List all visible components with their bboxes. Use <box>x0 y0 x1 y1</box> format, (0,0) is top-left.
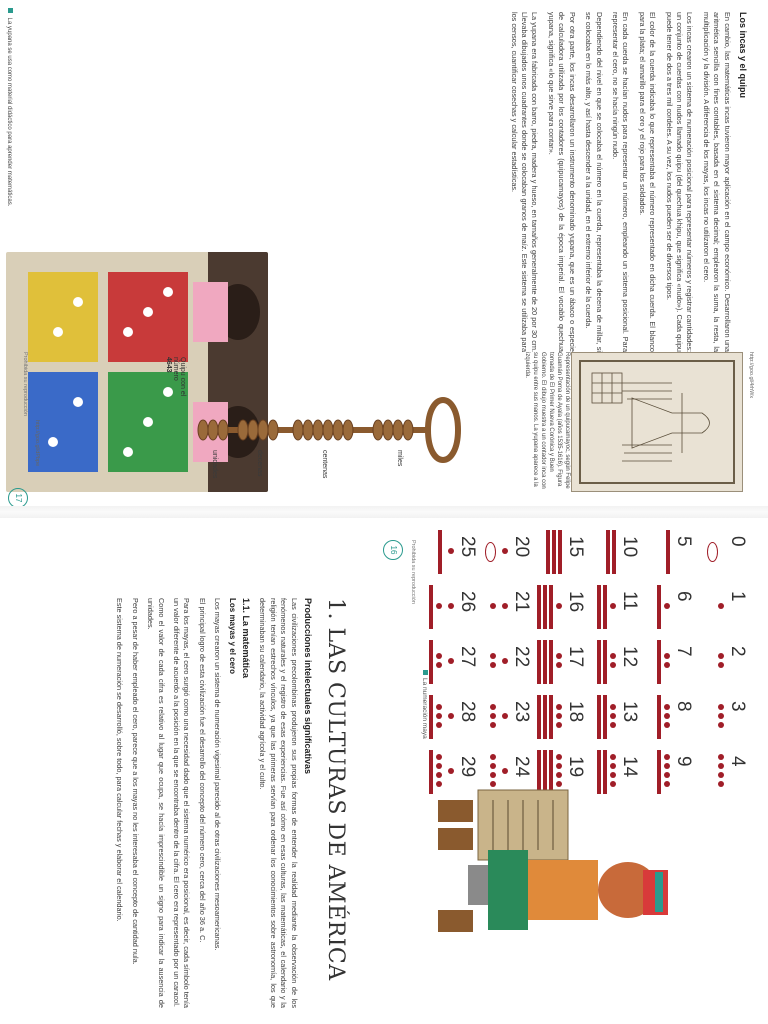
bar-icon <box>604 640 608 684</box>
page-16-number: 16 <box>383 540 403 560</box>
dot-icon <box>664 754 670 760</box>
dot-icon <box>436 653 442 659</box>
numeral-label: 19 <box>565 756 586 778</box>
bar-icon <box>547 530 551 574</box>
maya-numeral-27 <box>424 640 478 688</box>
dot-icon <box>490 704 496 710</box>
numeral-label: 0 <box>727 536 748 547</box>
dot-icon <box>664 653 670 659</box>
dot-icon <box>556 704 562 710</box>
bar-icon <box>430 640 434 684</box>
dot-icon <box>718 781 724 787</box>
bar-icon <box>430 585 434 629</box>
page-17-title: Los incas y el quipu <box>738 12 748 99</box>
dot-icon <box>490 722 496 728</box>
numeral-label: 4 <box>727 756 748 767</box>
page-17-footer: Prohibida su reproducción <box>22 352 28 416</box>
numeral-label: 23 <box>511 701 532 723</box>
maya-numeral-8 <box>640 695 694 743</box>
maya-numeral-4 <box>694 750 748 798</box>
bar-icon <box>604 695 608 739</box>
dot-icon <box>718 763 724 769</box>
dot-icon <box>718 662 724 668</box>
maya-numeral-12 <box>586 640 640 688</box>
page-16-body <box>114 598 313 1008</box>
dot-icon <box>610 722 616 728</box>
dot-icon <box>448 603 454 609</box>
dot-icon <box>556 653 562 659</box>
numeral-label: 29 <box>457 756 478 778</box>
numeral-label: 25 <box>457 536 478 558</box>
bar-icon <box>550 640 554 684</box>
dot-icon <box>502 713 508 719</box>
numeral-label: 1 <box>727 591 748 602</box>
paragraph: En cambio, las matemáticas incas tuvieron mayor aplicación en el campo económico. Desarrollaron una aritmética sencilla con fines contables, basada en el sistema decimal; emplearon la suma, la resta, la multiplicación y la división. A diferencia de los mayas, los incas no utilizaron el cero. <box>701 12 732 352</box>
paragraph: Por otra parte, los incas desarrollaron un instrumento denominado yupana, que es un ábaco o especie de calculadora utilizada por los contadores (quipucamayos) de la época imperial. El vocablo quechua yupana, significa «lo que sirve para contar». <box>546 12 577 352</box>
dot-icon <box>502 548 508 554</box>
maya-numeral-0 <box>694 530 748 578</box>
quipu-label-unidades: unidades <box>211 450 218 479</box>
numeral-label: 21 <box>511 591 532 613</box>
dot-icon <box>436 603 442 609</box>
engraving-url: http://goo.gl/4rhWx <box>748 352 754 399</box>
maya-numeral-20 <box>478 530 532 578</box>
paragraph: Los mayas crearon un sistema de numeración vigesimal parecido al de otras civilizaciones mesoamericanas. <box>213 598 223 951</box>
paragraph: La yupana era fabricada con barro, piedra, madera y hueso, en tamaños generalmente de 20 por 30 cm. Llevaba dibujados unos cuadrantes donde se colocaban granos de maíz. Este sistema se utilizaba para los censos, cuantificar cosechas y calcular estadísticas. <box>509 12 540 352</box>
dot-icon <box>610 603 616 609</box>
paragraph: Pero a pesar de haber empleado el cero, parece que a los mayas no les interesaba el concepto de cantidad nula. <box>130 598 140 965</box>
numeral-label: 9 <box>673 756 694 767</box>
numeral-label: 28 <box>457 701 478 723</box>
dot-icon <box>436 713 442 719</box>
subsection-title: 1.1. La matemática <box>240 598 251 679</box>
numeral-label: 7 <box>673 646 694 657</box>
maya-numeral-6 <box>640 585 694 633</box>
page-17-body <box>502 12 748 352</box>
page-17-number: 17 <box>8 488 28 508</box>
bar-icon <box>538 695 542 739</box>
subsubsection-title: Los mayas y el cero <box>227 598 237 675</box>
caption-marker-icon <box>423 670 428 675</box>
maya-numeral-26 <box>424 585 478 633</box>
quipu-label-decenas: decenas <box>256 450 263 477</box>
unit-title: 1. LAS CULTURAS DE AMÉRICA <box>323 598 348 981</box>
dot-icon <box>664 662 670 668</box>
section-title: Producciones intelectuales significativas <box>303 598 313 775</box>
numeral-label: 22 <box>511 646 532 668</box>
dot-icon <box>448 658 454 664</box>
bar-icon <box>439 530 443 574</box>
bar-icon <box>544 585 548 629</box>
numeral-label: 17 <box>565 646 586 668</box>
dot-icon <box>436 763 442 769</box>
dot-icon <box>490 662 496 668</box>
quipu-label-centenas: centenas <box>321 450 328 479</box>
maya-numeral-11 <box>586 585 640 633</box>
dot-icon <box>556 662 562 668</box>
dot-icon <box>490 603 496 609</box>
shell-zero-icon <box>485 542 496 562</box>
dot-icon <box>556 722 562 728</box>
maya-numeral-3 <box>694 695 748 743</box>
dot-icon <box>610 754 616 760</box>
maya-numeral-1 <box>694 585 748 633</box>
dot-icon <box>448 768 454 774</box>
dot-icon <box>502 768 508 774</box>
dot-icon <box>664 722 670 728</box>
dot-icon <box>718 722 724 728</box>
dot-icon <box>610 713 616 719</box>
dot-icon <box>556 772 562 778</box>
page-17-url: http://goo.gl/dPbpe <box>34 420 40 467</box>
dot-icon <box>610 772 616 778</box>
maya-numeral-23 <box>478 695 532 743</box>
dot-icon <box>610 653 616 659</box>
numeral-label: 5 <box>673 536 694 547</box>
dot-icon <box>436 662 442 668</box>
maya-numeral-15 <box>532 530 586 578</box>
maya-figure-caption <box>421 670 428 739</box>
dot-icon <box>664 772 670 778</box>
bar-icon <box>598 585 602 629</box>
dot-icon <box>556 713 562 719</box>
bar-icon <box>430 695 434 739</box>
dot-icon <box>448 713 454 719</box>
caption-marker-icon <box>8 8 13 13</box>
bar-icon <box>604 585 608 629</box>
numeral-label: 24 <box>511 756 532 778</box>
dot-icon <box>718 713 724 719</box>
numeral-label: 15 <box>565 536 586 558</box>
bar-icon <box>550 585 554 629</box>
quipucamayoc-engraving <box>571 352 743 492</box>
dot-icon <box>718 603 724 609</box>
maya-numeral-7 <box>640 640 694 688</box>
maya-numeral-17 <box>532 640 586 688</box>
bar-icon <box>538 585 542 629</box>
numeral-label: 18 <box>565 701 586 723</box>
photo-caption <box>6 8 13 206</box>
maya-numeral-13 <box>586 695 640 743</box>
numeral-label: 13 <box>619 701 640 723</box>
bar-icon <box>559 530 563 574</box>
dot-icon <box>556 754 562 760</box>
paragraph: Los incas crearon un sistema de numeración posicional para representar números y registrar cantidades: un conjunto de cuerdas con nudos llamado quipu (del quechua khipu, que significa «nudo»). Cada quipu puede tener de dos a tres mil cordeles. A su vez, los nudos pueden ser de diversos tipos. <box>664 12 695 352</box>
dot-icon <box>502 658 508 664</box>
maya-numeral-22 <box>478 640 532 688</box>
dot-icon <box>490 763 496 769</box>
dot-icon <box>610 662 616 668</box>
dot-icon <box>718 772 724 778</box>
numeral-label: 3 <box>727 701 748 712</box>
numeral-label: 26 <box>457 591 478 613</box>
maya-numeral-10 <box>586 530 640 578</box>
quipu-label-miles: miles <box>396 450 403 467</box>
maya-numeral-5 <box>640 530 694 578</box>
quipu-diagram <box>188 360 468 500</box>
quipu-number: 4643 <box>165 357 172 373</box>
maya-numeral-28 <box>424 695 478 743</box>
dot-icon <box>610 763 616 769</box>
dot-icon <box>664 713 670 719</box>
paragraph: Dependiendo del nivel en que se colocaba el número en la cuerda, representaba la decena de millar, si se colocaba en lo más alto, y así hasta descender a la unidad, en el extremo inferior de la cuerda. <box>584 12 604 352</box>
dot-icon <box>436 722 442 728</box>
paragraph: El principal logro de esta civilización fue el desarrollo del concepto del número cero, cerca del año 36 a. C. <box>197 598 207 943</box>
numeral-label: 12 <box>619 646 640 668</box>
bar-icon <box>607 530 611 574</box>
maya-numeral-18 <box>532 695 586 743</box>
bar-icon <box>550 695 554 739</box>
bar-icon <box>613 530 617 574</box>
bar-icon <box>538 640 542 684</box>
intro-paragraph: Las civilizaciones precolombinas produjeron sus propias formas de entender la realidad mediante la observación de los fenómenos naturales y el registro de esas experiencias. Fue así cómo en esas culturas, las matemáticas, el calendario y la religión tenían estrechos vínculos, ya que las primeras servían para ordenar los conocimientos sobre astronomía, los que determinaban su calendario, la actividad agrícola y el culto. <box>258 598 299 1008</box>
dot-icon <box>502 603 508 609</box>
dot-icon <box>436 704 442 710</box>
dot-icon <box>718 653 724 659</box>
numeral-label: 16 <box>565 591 586 613</box>
dot-icon <box>664 763 670 769</box>
dot-icon <box>490 653 496 659</box>
maya-scribe-illustration <box>428 780 688 960</box>
dot-icon <box>436 772 442 778</box>
numeral-label: 27 <box>457 646 478 668</box>
dot-icon <box>718 704 724 710</box>
dot-icon <box>490 713 496 719</box>
quipu-caption-text: Quipu con el número <box>172 357 186 397</box>
numeral-label: 6 <box>673 591 694 602</box>
quipu-caption <box>165 357 186 397</box>
dot-icon <box>436 754 442 760</box>
maya-numeral-2 <box>694 640 748 688</box>
paragraph: Este sistema de numeración se desarrolló, sobre todo, para calcular fechas y elaborar el calendario. <box>115 598 125 922</box>
shell-zero-icon <box>707 542 718 562</box>
numeral-label: 20 <box>511 536 532 558</box>
paragraph: En cada cuerda se hacían nudos para representar un número, empleando un sistema posicional. Para representar el cero, no se hacía ningún nudo. <box>610 12 631 352</box>
bar-icon <box>667 530 671 574</box>
maya-caption-text: La numeración maya <box>421 678 428 739</box>
dot-icon <box>448 548 454 554</box>
page-16-footer: Prohibida su reproducción <box>410 540 416 604</box>
bar-icon <box>544 695 548 739</box>
bar-icon <box>658 695 662 739</box>
numeral-label: 14 <box>619 756 640 778</box>
numeral-label: 10 <box>619 536 640 558</box>
dot-icon <box>610 704 616 710</box>
paragraph: Como el valor de cada cifra es relativo al lugar que ocupa, se hacía imprescindible un signo para indicar la ausencia de unidades. <box>146 598 166 1008</box>
bar-icon <box>553 530 557 574</box>
bar-icon <box>544 640 548 684</box>
numeral-label: 2 <box>727 646 748 657</box>
bar-icon <box>658 640 662 684</box>
dot-icon <box>556 763 562 769</box>
numeral-label: 8 <box>673 701 694 712</box>
engraving-caption: Representación de un quipucamayoc, según Felipe Guamán Poma de Ayala (años 1535-1616). Figura tomada de El Primer Nueva Corónica y Buen Gobierno. El dibujo muestra a un contador inca con su quipu entre sus manos. La yupana aparece a la izquierda. <box>524 352 570 489</box>
dot-icon <box>718 754 724 760</box>
dot-icon <box>490 772 496 778</box>
dot-icon <box>490 754 496 760</box>
dot-icon <box>664 704 670 710</box>
bar-icon <box>598 640 602 684</box>
maya-numeral-25 <box>424 530 478 578</box>
photo-caption-text: La yupana se usa como material didáctico para aprender matemáticas. <box>6 17 12 207</box>
dot-icon <box>556 603 562 609</box>
maya-numeral-16 <box>532 585 586 633</box>
dot-icon <box>664 603 670 609</box>
bar-icon <box>658 585 662 629</box>
maya-numeral-21 <box>478 585 532 633</box>
paragraph: El color de la cuerda indicaba lo que representaba el número representado en dicha cuerda. El blanco para la plata; el amarillo para el oro y el rojo para los soldados. <box>637 12 658 352</box>
numeral-label: 11 <box>619 591 640 611</box>
bar-icon <box>598 695 602 739</box>
paragraph: Para los mayas, el cero surgió como una necesidad dado que el sistema numérico era posicional, es decir, cada símbolo tenía un valor diferente de acuerdo a la posición en la que se encontraba dentro de la cifra. El cero era representado por un caracol. <box>171 598 192 1008</box>
